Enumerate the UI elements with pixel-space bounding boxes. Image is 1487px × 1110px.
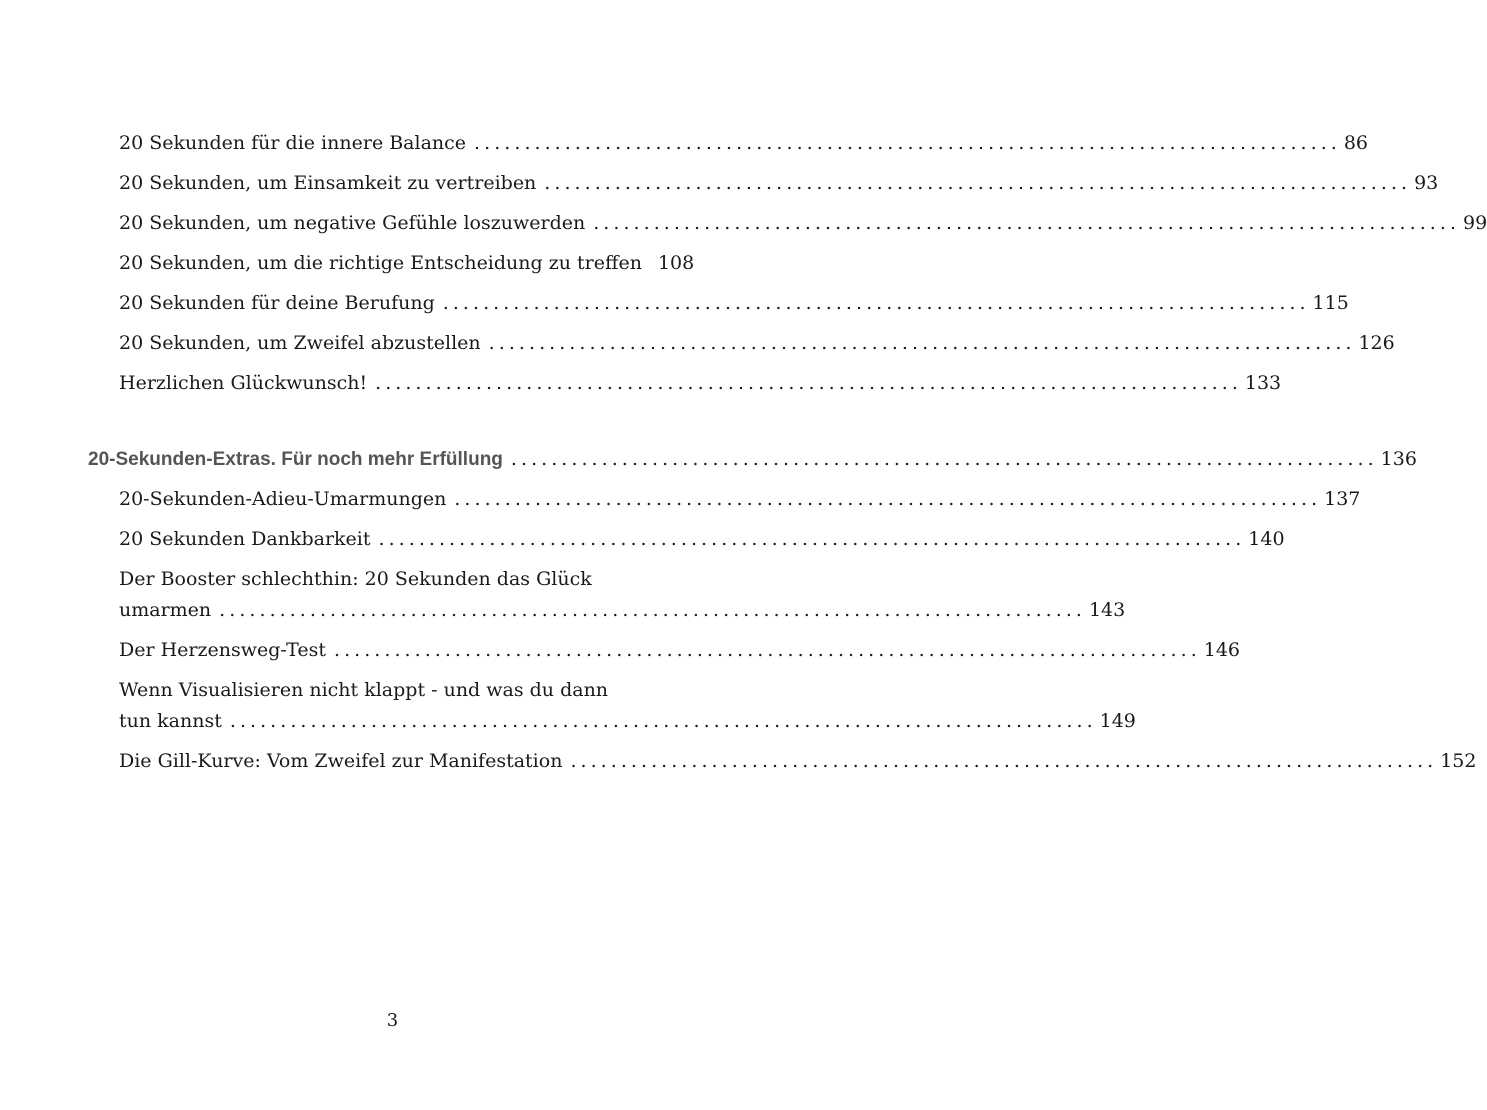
toc-entry-title: Der Herzensweg-Test — [119, 639, 326, 661]
toc-entry-page: 126 — [1358, 332, 1395, 354]
toc-entry-page: 152 — [1440, 750, 1477, 772]
leader-dots — [570, 750, 1432, 772]
toc-entry-title: tun kannst — [119, 710, 222, 732]
leader-dots — [230, 710, 1092, 732]
toc-entry-title: Herzlichen Glückwunsch! — [119, 372, 368, 394]
toc-section-page: 136 — [1380, 448, 1417, 470]
toc-entry — [119, 750, 1477, 776]
toc-entry — [119, 372, 1282, 398]
toc-entry-page: 115 — [1312, 292, 1349, 314]
toc-entry-page: 143 — [1088, 599, 1126, 621]
toc-entry — [119, 332, 1395, 358]
toc-entry-title: 20 Sekunden für die innere Balance — [119, 132, 467, 154]
toc-entry-page: 146 — [1203, 639, 1241, 661]
toc-entry-title-line1: Der Booster schlechthin: 20 Sekunden das Glück — [119, 568, 592, 590]
leader-dots — [375, 372, 1237, 394]
toc-entry-page: 86 — [1343, 132, 1368, 154]
page-number: 3 — [386, 1010, 399, 1031]
toc-entry-title: 20 Sekunden, um Einsamkeit zu vertreiben — [119, 172, 537, 194]
toc-entry-title: Die Gill-Kurve: Vom Zweifel zur Manifestation — [119, 750, 563, 772]
toc-entry — [119, 488, 1361, 514]
leader-dots — [454, 488, 1316, 510]
toc-entry-title: 20 Sekunden für deine Berufung — [119, 292, 435, 314]
toc-entry — [119, 710, 1136, 736]
leader-dots — [544, 172, 1406, 194]
toc-entry-title: 20 Sekunden, um negative Gefühle loszuwerden — [119, 212, 586, 234]
toc-entry — [119, 599, 1126, 625]
toc-entry-page: 99 — [1462, 212, 1487, 234]
leader-dots — [334, 639, 1196, 661]
toc-entry — [119, 639, 1241, 665]
toc-section-heading — [88, 448, 1417, 474]
toc-section-title: 20-Sekunden-Extras. Für noch mehr Erfüllung — [88, 449, 503, 470]
toc-entry — [119, 528, 1285, 554]
toc-entry-page: 137 — [1324, 488, 1361, 510]
leader-dots — [379, 528, 1241, 550]
toc-entry — [119, 212, 1487, 238]
leader-dots — [474, 132, 1336, 154]
toc-entry-title: umarmen — [119, 599, 212, 621]
toc-entry-title: 20 Sekunden, um die richtige Entscheidung zu treffen — [119, 252, 642, 274]
toc-entry-page: 140 — [1248, 528, 1285, 550]
toc-entry — [119, 252, 695, 278]
toc-entry-title: 20 Sekunden Dankbarkeit — [119, 528, 371, 550]
leader-dots — [593, 212, 1455, 234]
toc-entry — [119, 132, 1368, 158]
toc-entry — [119, 292, 1349, 318]
toc-entry-page: 133 — [1244, 372, 1282, 394]
leader-dots — [511, 448, 1373, 470]
toc-entry-title-line1: Wenn Visualisieren nicht klappt - und was du dann — [119, 679, 609, 701]
toc-entry-title: 20-Sekunden-Adieu-Umarmungen — [119, 488, 447, 510]
leader-dots — [219, 599, 1081, 621]
leader-dots — [489, 332, 1351, 354]
toc-entry-page: 108 — [657, 252, 695, 274]
toc-entry-title: 20 Sekunden, um Zweifel abzustellen — [119, 332, 481, 354]
toc-entry-page: 93 — [1414, 172, 1439, 194]
toc-entry — [119, 172, 1439, 198]
leader-dots — [443, 292, 1305, 314]
toc-entry-page: 149 — [1099, 710, 1136, 732]
